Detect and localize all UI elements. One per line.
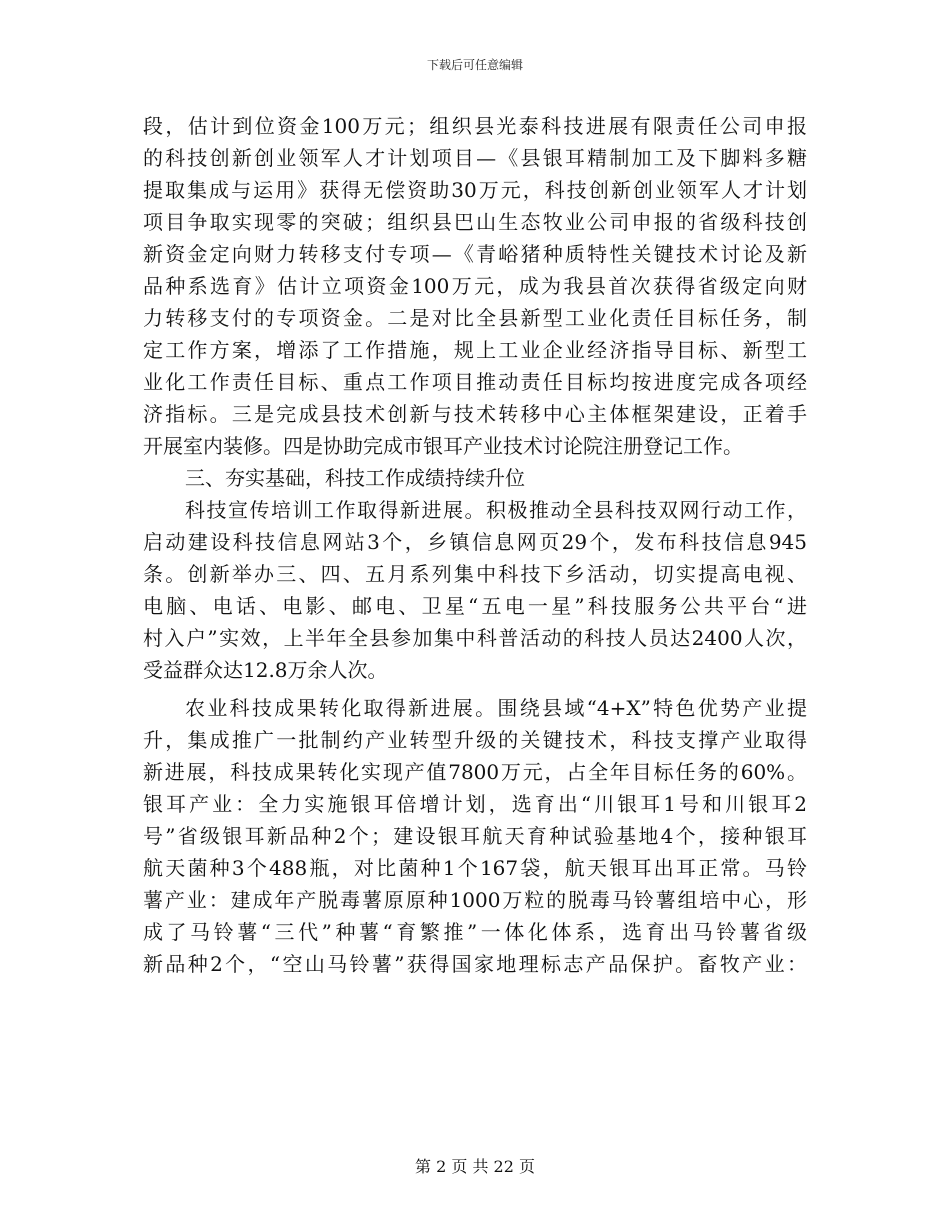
text-line: 银耳产业：全力实施银耳倍增计划，选育出“川银耳1号和川银耳2: [143, 792, 807, 816]
text-line: 成了马铃薯“三代”种薯“育繁推”一体化体系，选育出马铃薯省级: [143, 920, 807, 944]
text-line: 品种系选育》估计立项资金100万元，成为我县首次获得省级定向财: [143, 274, 807, 298]
text-line: 升，集成推广一批制约产业转型升级的关键技术，科技支撑产业取得: [143, 728, 807, 752]
section-heading: 三、夯实基础，科技工作成绩持续升位: [185, 466, 525, 490]
text-line: 航天菌种3个488瓶，对比菌种1个167袋，航天银耳出耳正常。马铃: [143, 856, 807, 880]
text-line: 新资金定向财力转移支付专项—《青峪猪种质特性关键技术讨论及新: [143, 242, 807, 266]
text-line: 条。创新举办三、四、五月系列集中科技下乡活动，切实提高电视、: [143, 562, 807, 586]
text-line: 段，估计到位资金100万元；组织县光泰科技进展有限责任公司申报: [143, 114, 807, 138]
text-line: 的科技创新创业领军人才计划项目—《县银耳精制加工及下脚料多糖: [143, 146, 807, 170]
text-line: 业化工作责任目标、重点工作项目推动责任目标均按进度完成各项经: [143, 370, 807, 394]
text-line: 农业科技成果转化取得新进展。围绕县域“4+X”特色优势产业提: [185, 696, 807, 720]
text-line: 电脑、电话、电影、邮电、卫星“五电一星”科技服务公共平台“进: [143, 594, 807, 618]
text-line: 新进展，科技成果转化实现产值7800万元，占全年目标任务的60%。: [143, 760, 807, 784]
document-body: [143, 110, 807, 980]
text-line: 薯产业：建成年产脱毒薯原原种1000万粒的脱毒马铃薯组培中心，形: [143, 888, 807, 912]
text-line: 定工作方案，增添了工作措施，规上工业企业经济指导目标、新型工: [143, 338, 807, 362]
text-line: 号”省级银耳新品种2个；建设银耳航天育种试验基地4个，接种银耳: [143, 824, 807, 848]
text-line: 济指标。三是完成县技术创新与技术转移中心主体框架建设，正着手: [143, 402, 807, 426]
text-line: 开展室内装修。四是协助完成市银耳产业技术讨论院注册登记工作。: [143, 434, 743, 458]
text-line: 村入户”实效，上半年全县参加集中科普活动的科技人员达2400人次，: [143, 626, 807, 650]
text-line: 力转移支付的专项资金。二是对比全县新型工业化责任目标任务，制: [143, 306, 807, 330]
text-line: 项目争取实现零的突破；组织县巴山生态牧业公司申报的省级科技创: [143, 210, 807, 234]
text-line: 提取集成与运用》获得无偿资助30万元，科技创新创业领军人才计划: [143, 178, 807, 202]
text-line: 科技宣传培训工作取得新进展。积极推动全县科技双网行动工作，: [185, 498, 807, 522]
text-line: 启动建设科技信息网站3个，乡镇信息网页29个，发布科技信息945: [143, 530, 807, 554]
text-line: 新品种2个，“空山马铃薯”获得国家地理标志产品保护。畜牧产业：: [143, 952, 807, 976]
text-line: 受益群众达12.8万余人次。: [143, 658, 388, 682]
page-footer: 第 2 页 共 22 页: [415, 1157, 535, 1176]
page-header: 下载后可任意编辑: [426, 58, 523, 72]
